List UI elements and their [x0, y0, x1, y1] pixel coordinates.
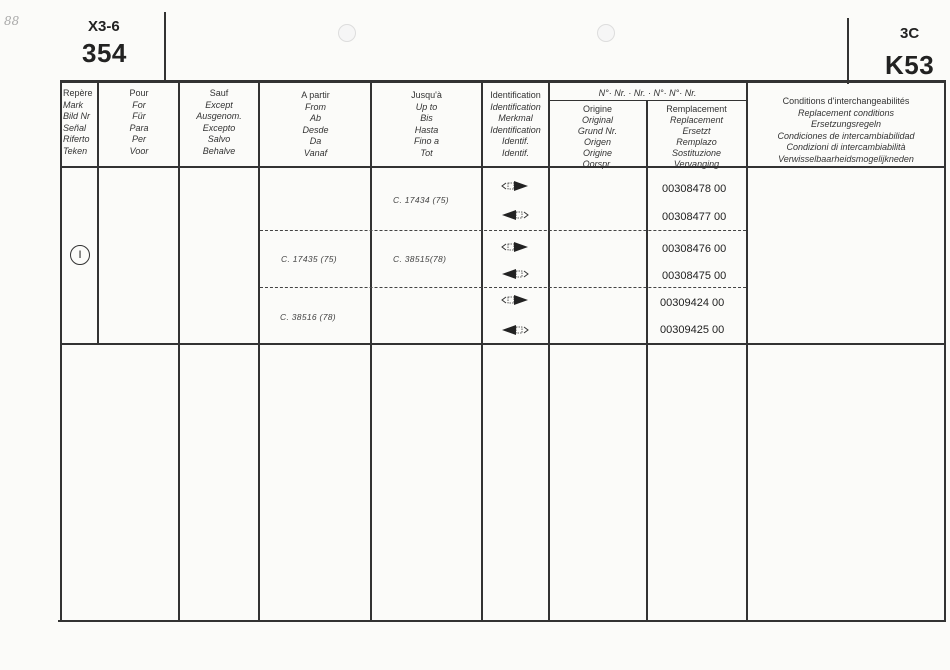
header-jusqua: Jusqu'à Up to Bis Hasta Fino a Tot	[411, 90, 442, 158]
header-conditions: Conditions d'interchangeabilités Replacement conditions Ersetzungsregeln Condiciones de intercambiabilidad Condizioni di intercambiabilità Verwisselbaarheidsmogelijkneden	[777, 96, 915, 164]
punch-hole	[338, 24, 356, 42]
header-origine: Origine Original Grund Nr. Origen Origine Oorspr.	[577, 104, 618, 169]
up-to-value: C. 17434 (75)	[393, 195, 449, 205]
header-repere: Repère Mark Bild Nr Señal Riferto Teken	[63, 88, 93, 156]
header-sauf: Sauf Except Ausgenom. Excepto Salvo Behalve	[196, 88, 242, 156]
section-number: K53	[885, 50, 935, 80]
corner-note: 88	[4, 14, 20, 28]
up-to-value: C. 38515(78)	[393, 254, 447, 264]
identification-right-arrow-icon	[500, 294, 530, 306]
part-number: 00308475 00	[662, 270, 727, 282]
from-value: C. 38516 (78)	[280, 312, 336, 322]
header-identification: Identification Identification Merkmal Identification Identif. Identif.	[490, 90, 541, 158]
header-numeros: N°· Nr. · Nr. · N°· N°· Nr.	[598, 88, 697, 98]
identification-right-arrow-icon	[500, 180, 530, 192]
from-value: C. 17435 (75)	[281, 254, 337, 264]
page-number: 354	[82, 38, 127, 68]
part-number: 00308477 00	[662, 211, 727, 223]
punch-hole	[597, 24, 615, 42]
mark-circle: I	[70, 245, 90, 265]
identification-right-arrow-icon	[500, 241, 530, 253]
part-number: 00308476 00	[662, 243, 727, 255]
header-a-partir: A partir From Ab Desde Da Vanaf	[301, 90, 330, 158]
identification-left-arrow-icon	[500, 324, 530, 336]
identification-left-arrow-icon	[500, 268, 530, 280]
section-code: 3C	[900, 25, 920, 42]
part-number: 00309425 00	[660, 324, 725, 336]
part-number: 00308478 00	[662, 183, 727, 195]
header-pour: Pour For Für Para Per Voor	[129, 88, 149, 156]
group-code: X3-6	[88, 18, 120, 35]
header-remplacement: Remplacement Replacement Ersetzt Remplazo Sostituzione Vervanging	[666, 104, 727, 169]
part-number: 00309424 00	[660, 297, 725, 309]
identification-left-arrow-icon	[500, 209, 530, 221]
